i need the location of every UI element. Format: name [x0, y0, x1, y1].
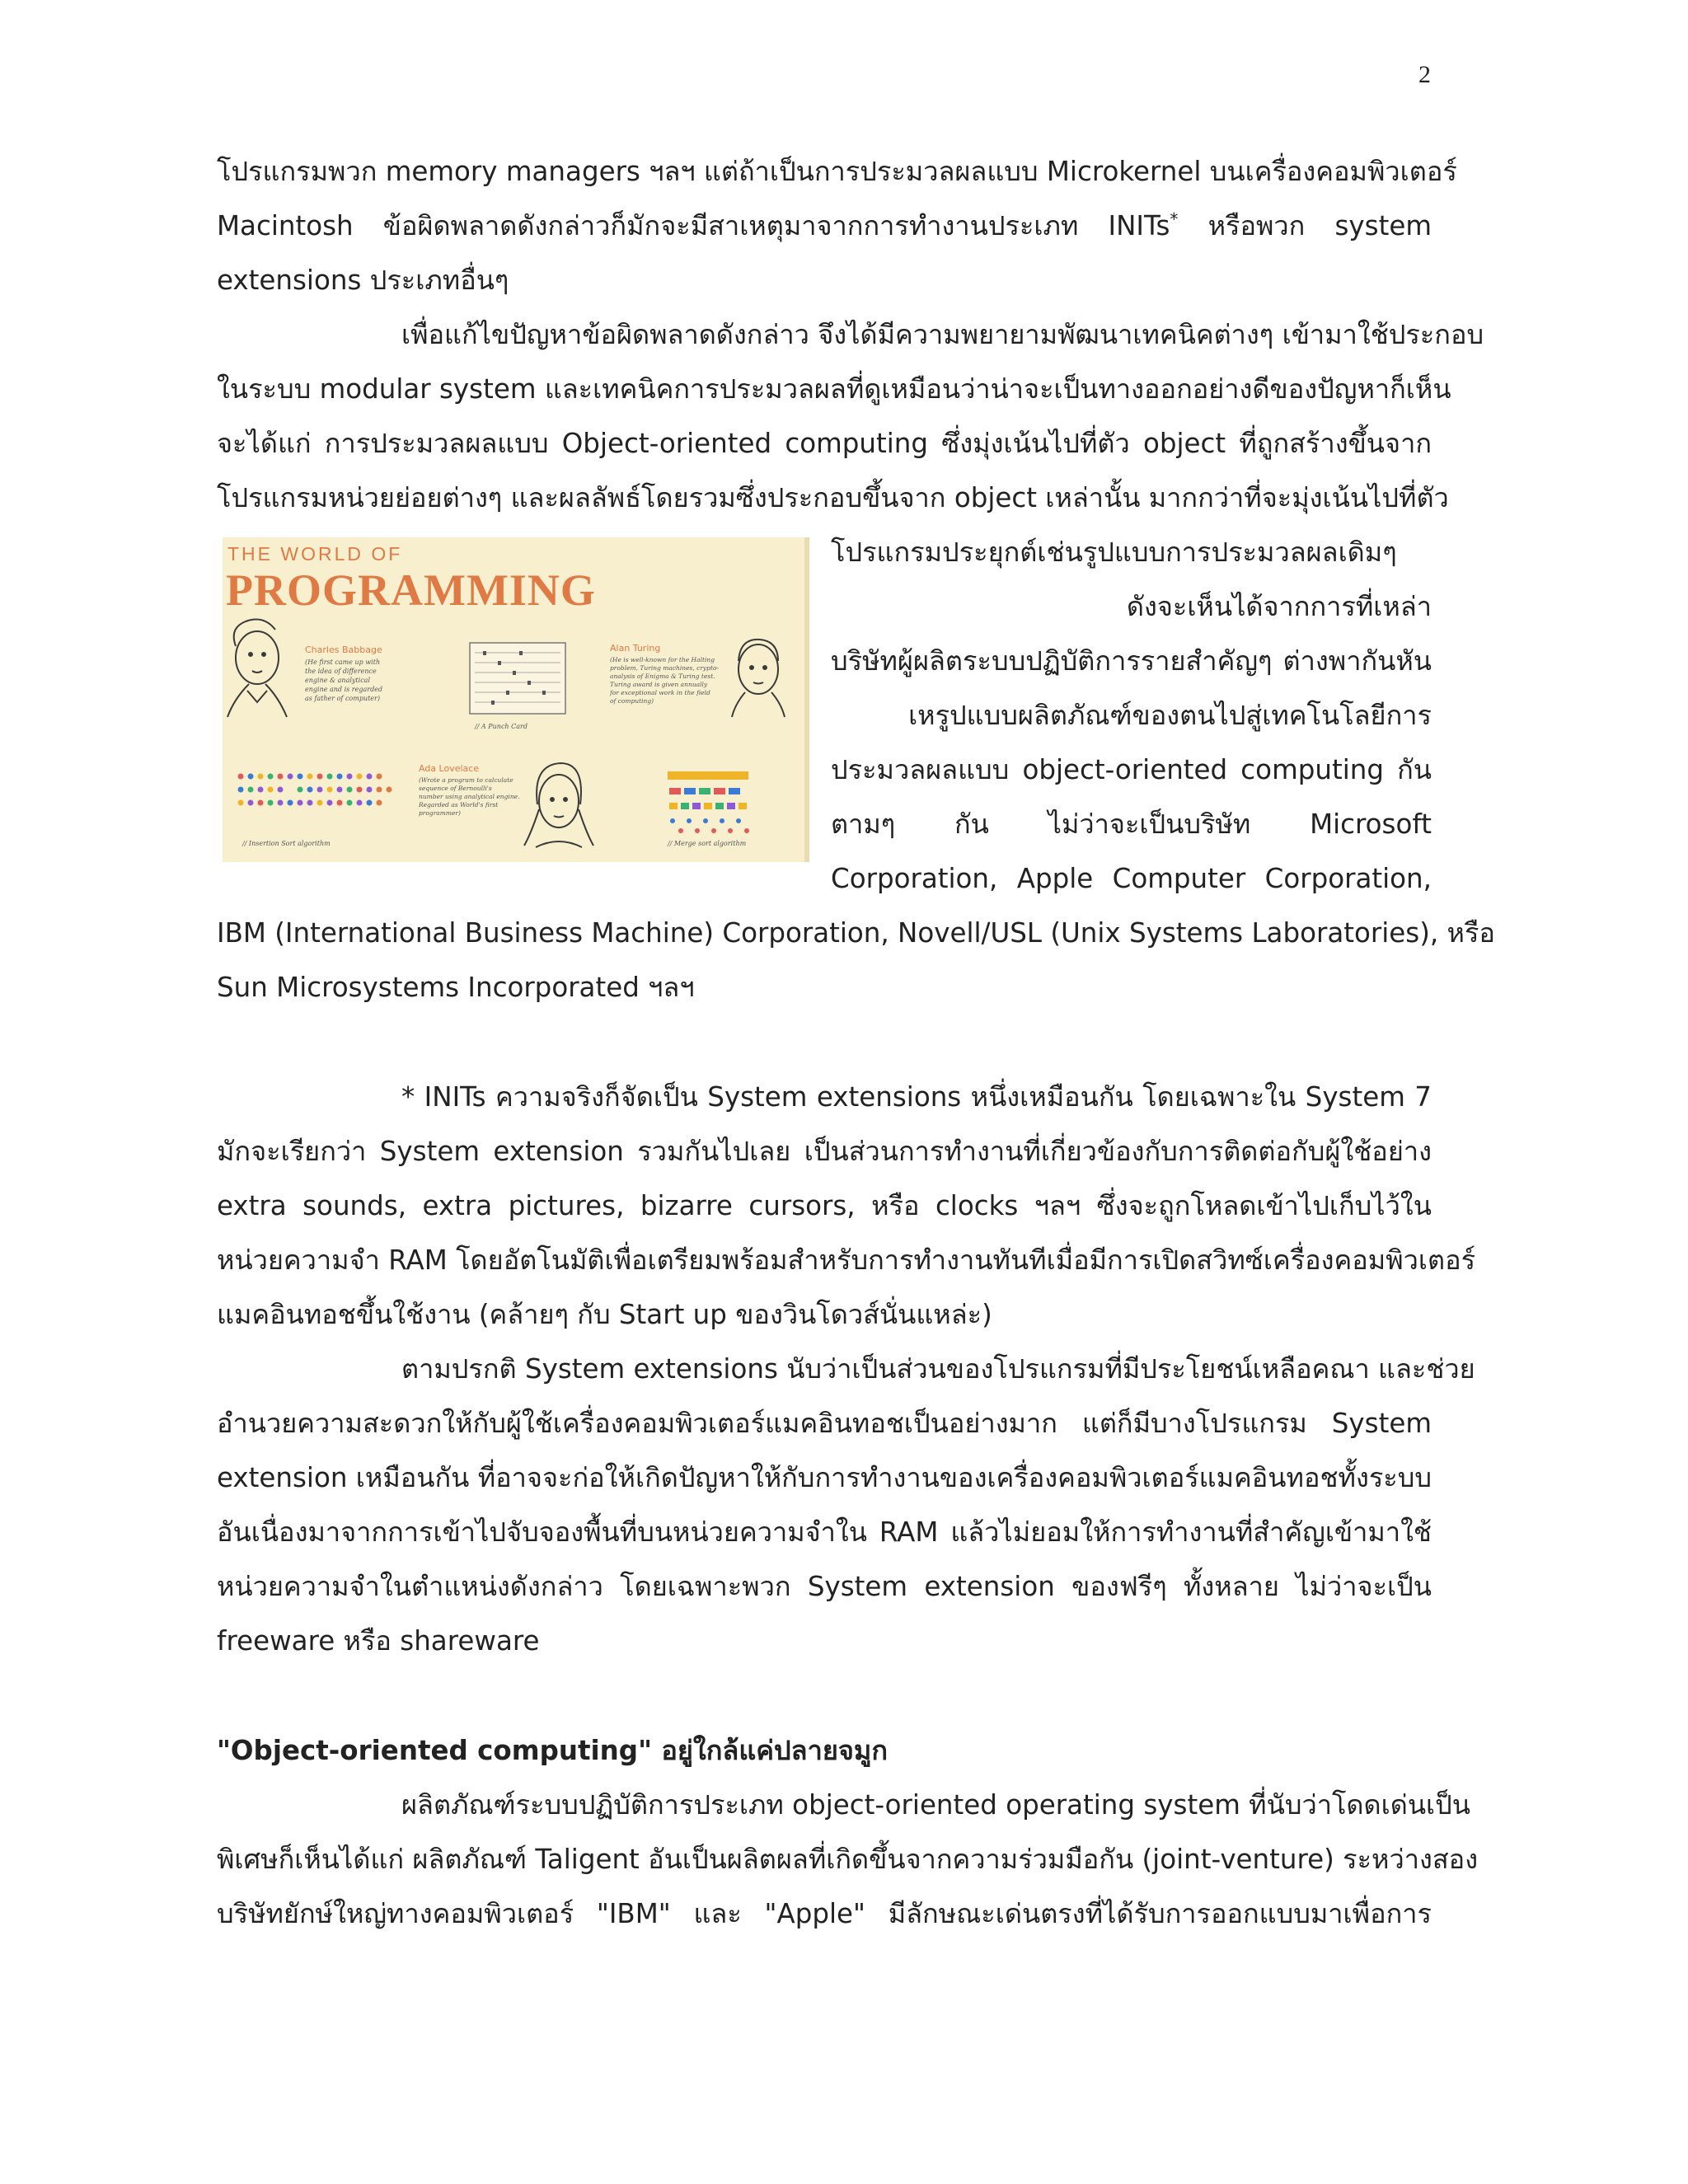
- text-line: ตามๆ กัน ไม่ว่าจะเป็นบริษัท Microsoft: [831, 808, 1432, 840]
- turing-portrait: [732, 640, 785, 717]
- merge-sort-illustration: [668, 771, 749, 833]
- text-line: แมคอินทอชขึ้นใช้งาน (คล้ายๆ กับ Start up ของวินโดวส์นั่นแหล่ะ): [217, 1299, 992, 1330]
- figure-title-big: PROGRAMMING: [226, 565, 596, 615]
- turing-desc: of computing): [610, 697, 654, 705]
- insertion-sort-illustration: [238, 774, 392, 806]
- text-line: อันเนื่องมาจากการเข้าไปจับจองพื้นที่บนหน่วยความจำใน RAM แล้วไม่ยอมให้การทำงานที่สำคัญเข้ามาใช้: [217, 1516, 1432, 1548]
- text-line: โปรแกรมพวก memory managers ฯลฯ แต่ถ้าเป็นการประมวลผลแบบ Microkernel บนเครื่องคอมพิวเตอร์: [217, 156, 1457, 187]
- text-line: พิเศษก็เห็นได้แก่ ผลิตภัณฑ์ Taligent อันเป็นผลิตผลที่เกิดขึ้นจากความร่วมมือกัน (joint-venture) ระหว่างสอง: [217, 1844, 1479, 1875]
- footnote-marker: *: [1170, 209, 1179, 230]
- turing-desc: for exceptional work in the field: [610, 689, 710, 696]
- section-heading: "Object-oriented computing" อยู่ใกล้แค่ปลายจมูก: [217, 1735, 889, 1766]
- text-line: บริษัทยักษ์ใหญ่ทางคอมพิวเตอร์ "IBM" และ "Apple" มีลักษณะเด่นตรงที่ได้รับการออกแบบมาเพื่อการ: [217, 1898, 1432, 1929]
- turing-name: Alan Turing: [610, 643, 661, 654]
- turing-desc: Turing award is given annually: [610, 681, 708, 688]
- merge-sort-label: // Merge sort algorithm: [668, 840, 747, 847]
- text-line: หน่วยความจำ RAM โดยอัตโนมัติเพื่อเตรียมพร้อมสำหรับการทำงานทันทีเมื่อมีการเปิดสวิทซ์เครื่องคอมพิวเตอร์: [217, 1244, 1476, 1276]
- turing-desc: problem, Turing machines, crypto-: [610, 664, 720, 672]
- lovelace-name: Ada Lovelace: [419, 763, 480, 774]
- text-line: IBM (International Business Machine) Corporation, Novell/USL (Unix Systems Laboratories), หรือ: [217, 917, 1495, 949]
- lovelace-desc: sequence of Bernoulli's: [419, 785, 492, 792]
- lovelace-desc: Regarded as World's first: [419, 801, 499, 808]
- babbage-desc: (He first came up with: [305, 658, 381, 666]
- text-line: ผลิตภัณฑ์ระบบปฏิบัติการประเภท object-oriented operating system ที่นับว่าโดดเด่นเป็น: [401, 1789, 1471, 1821]
- text-line: อำนวยความสะดวกให้กับผู้ใช้เครื่องคอมพิวเตอร์แมคอินทอชเป็นอย่างมาก แต่ก็มีบางโปรแกรม System: [217, 1408, 1432, 1439]
- text-line: มักจะเรียกว่า System extension รวมกันไปเลย เป็นส่วนการทำงานที่เกี่ยวข้องกับการติดต่อกับผู้ใช้อย่าง: [217, 1136, 1432, 1167]
- lovelace-desc: (Wrote a program to calculate: [419, 776, 513, 784]
- text-line: extension เหมือนกัน ที่อาจจะก่อให้เกิดปัญหาให้กับการทำงานของเครื่องคอมพิวเตอร์แมคอินทอชทั้งระบบ: [217, 1462, 1432, 1493]
- babbage-name: Charles Babbage: [305, 644, 382, 655]
- babbage-desc: engine and is regarded: [305, 686, 383, 693]
- babbage-desc: engine & analytical: [305, 677, 371, 684]
- text-line: freeware หรือ shareware: [217, 1625, 540, 1657]
- text-span: หรือพวก system: [1207, 210, 1432, 241]
- text-line: บริษัทผู้ผลิตระบบปฏิบัติการรายสำคัญๆ ต่างพากันหัน: [831, 645, 1432, 677]
- babbage-desc: as father of computer): [305, 695, 380, 702]
- text-line: Corporation, Apple Computer Corporation,: [831, 863, 1432, 894]
- page-number: 2: [1418, 61, 1431, 88]
- insertion-sort-label: // Insertion Sort algorithm: [242, 840, 331, 847]
- text-line: * INITs ความจริงก็จัดเป็น System extensions หนึ่งเหมือนกัน โดยเฉพาะใน System 7: [401, 1081, 1432, 1113]
- text-line: หน่วยความจำในตำแหน่งดังกล่าว โดยเฉพาะพวก System extension ของฟรีๆ ทั้งหลาย ไม่ว่าจะเป็น: [217, 1571, 1432, 1602]
- turing-desc: analysis of Enigma & Turing test.: [610, 673, 715, 680]
- text-line: เพื่อแก้ไขปัญหาข้อผิดพลาดดังกล่าว จึงได้มีความพยายามพัฒนาเทคนิคต่างๆ เข้ามาใช้ประกอบ: [401, 319, 1484, 350]
- babbage-portrait: [227, 620, 287, 717]
- punch-card-illustration: [470, 643, 565, 714]
- text-line: เหรูปแบบผลิตภัณฑ์ของตนไปสู่เทคโนโลยีการ: [908, 700, 1432, 731]
- text-span: Macintosh ข้อผิดพลาดดังกล่าวก็มักจะมีสาเหตุมาจากการทำงานประเภท INITs: [217, 210, 1170, 241]
- text-line: จะได้แก่ การประมวลผลแบบ Object-oriented computing ซึ่งมุ่งเน้นไปที่ตัว object ที่ถูกสร้างขึ้นจาก: [217, 428, 1432, 459]
- babbage-desc: the idea of difference: [305, 668, 377, 675]
- text-line: extra sounds, extra pictures, bizarre cursors, หรือ clocks ฯลฯ ซึ่งจะถูกโหลดเข้าไปเก็บไว้ใน: [217, 1190, 1432, 1221]
- programming-infographic: [223, 537, 809, 862]
- lovelace-desc: number using analytical engine.: [419, 793, 520, 800]
- text-line: ดังจะเห็นได้จากการที่เหล่า: [1126, 591, 1432, 622]
- text-line: ตามปรกติ System extensions นับว่าเป็นส่วนของโปรแกรมที่มีประโยชน์เหลือคณา และช่วย: [401, 1353, 1475, 1385]
- text-line: โปรแกรมประยุกต์เช่นรูปแบบการประมวลผลเดิมๆ: [831, 537, 1397, 568]
- punch-card-label: // A Punch Card: [475, 723, 528, 730]
- text-line: โปรแกรมหน่วยย่อยต่างๆ และผลลัพธ์โดยรวมซึ่งประกอบขึ้นจาก object เหล่านั้น มากกว่าที่จะมุ่งเน้นไปที่ตัว: [217, 482, 1449, 513]
- text-line: ประมวลผลแบบ object-oriented computing กัน: [831, 754, 1432, 785]
- figure-title-small: THE WORLD OF: [227, 543, 403, 565]
- text-line: Sun Microsystems Incorporated ฯลฯ: [217, 972, 695, 1003]
- lovelace-desc: programmer): [419, 809, 461, 817]
- turing-desc: (He is well-known for the Halting: [610, 656, 715, 663]
- text-line: ในระบบ modular system และเทคนิคการประมวลผลที่ดูเหมือนว่าน่าจะเป็นทางออกอย่างดีของปัญหาก็เห็น: [217, 373, 1451, 405]
- text-line: extensions ประเภทอื่นๆ: [217, 265, 509, 296]
- lovelace-portrait: [524, 763, 593, 847]
- text-line: [217, 208, 1432, 244]
